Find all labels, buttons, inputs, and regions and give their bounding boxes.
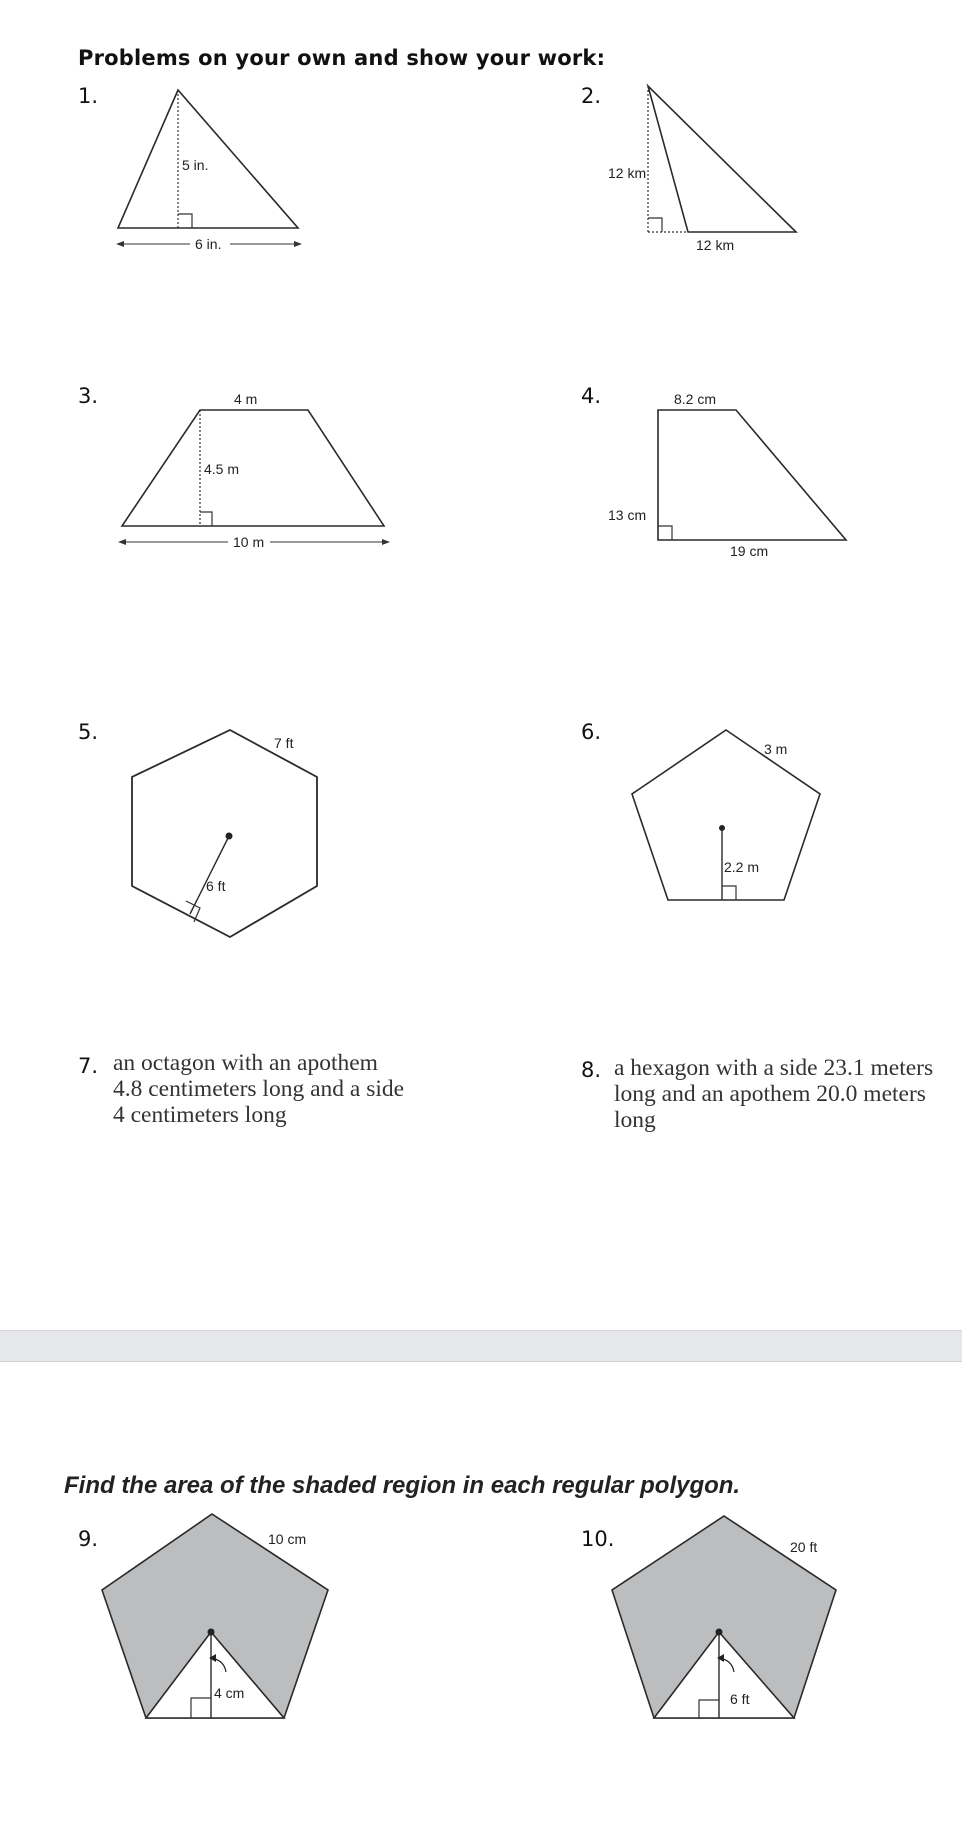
- bottom-label: 19 cm: [730, 543, 769, 559]
- problem-6-number: 6.: [581, 720, 602, 744]
- top-label: 4 m: [234, 391, 258, 407]
- hexagon-shape: [132, 730, 317, 937]
- problem-5-number: 5.: [78, 720, 99, 744]
- right-angle-mark: [178, 214, 192, 228]
- section-title: Find the area of the shaded region in each regular polygon.: [64, 1472, 741, 1499]
- side-label: 3 m: [764, 741, 788, 757]
- worksheet-title: Problems on your own and show your work:: [78, 46, 606, 70]
- problem-8-number: 8.: [581, 1058, 602, 1082]
- problem-10-number: 10.: [581, 1527, 615, 1551]
- apothem-label: 6 ft: [730, 1691, 750, 1707]
- arrowhead-left: [116, 241, 124, 247]
- problem-6-figure: [620, 720, 840, 920]
- apothem-label: 2.2 m: [724, 859, 760, 875]
- right-angle-mark: [200, 512, 212, 526]
- side-label: 7 ft: [274, 735, 294, 751]
- problem-4-number: 4.: [581, 384, 602, 408]
- problem-2-figure: [600, 80, 820, 260]
- problem-7-line: an octagon with an apothem: [113, 1050, 378, 1076]
- arrowhead-right: [294, 241, 302, 247]
- top-label: 8.2 cm: [674, 391, 717, 407]
- side-label: 20 ft: [790, 1539, 818, 1555]
- trapezoid-shape: [658, 410, 846, 540]
- apothem-label: 4 cm: [214, 1685, 245, 1701]
- problem-8-line: long and an apothem 20.0 meters: [614, 1081, 926, 1107]
- height-label: 13 cm: [608, 507, 647, 523]
- problem-7-text: [113, 1050, 404, 1128]
- triangle-shape: [648, 86, 796, 232]
- problem-8-text: [614, 1055, 933, 1133]
- height-label: 12 km: [608, 165, 647, 181]
- arrowhead-right: [382, 539, 390, 545]
- side-label: 10 cm: [268, 1531, 307, 1547]
- problem-2-number: 2.: [581, 84, 602, 108]
- arrowhead-left: [118, 539, 126, 545]
- right-angle-mark: [186, 901, 200, 922]
- problem-7-line: 4.8 centimeters long and a side: [113, 1076, 405, 1102]
- problem-9-number: 9.: [78, 1527, 99, 1551]
- problem-8-line: long: [614, 1107, 656, 1133]
- apothem-line: [190, 836, 229, 914]
- problem-8-line: a hexagon with a side 23.1 meters: [614, 1055, 934, 1081]
- problem-4-figure: [600, 390, 860, 560]
- problem-3-number: 3.: [78, 384, 99, 408]
- problem-1-figure: [100, 80, 320, 260]
- problem-9-figure: [90, 1508, 350, 1728]
- right-angle-mark: [722, 886, 736, 900]
- bottom-label: 10 m: [233, 534, 265, 550]
- height-label: 4.5 m: [204, 461, 240, 477]
- problem-7-number: 7.: [78, 1054, 99, 1078]
- problem-1-number: 1.: [78, 84, 99, 108]
- apothem-label: 6 ft: [206, 878, 226, 894]
- problem-10-figure: [600, 1508, 860, 1728]
- problem-3-figure: [100, 390, 400, 560]
- base-label: 6 in.: [195, 236, 222, 252]
- trapezoid-shape: [122, 410, 384, 526]
- problem-7-line: 4 centimeters long: [113, 1102, 287, 1128]
- right-angle-mark: [658, 526, 672, 540]
- problem-5-figure: [110, 720, 340, 950]
- height-label: 5 in.: [182, 157, 209, 173]
- right-angle-mark: [648, 218, 662, 232]
- page-divider: [0, 1330, 962, 1362]
- base-label: 12 km: [696, 237, 735, 253]
